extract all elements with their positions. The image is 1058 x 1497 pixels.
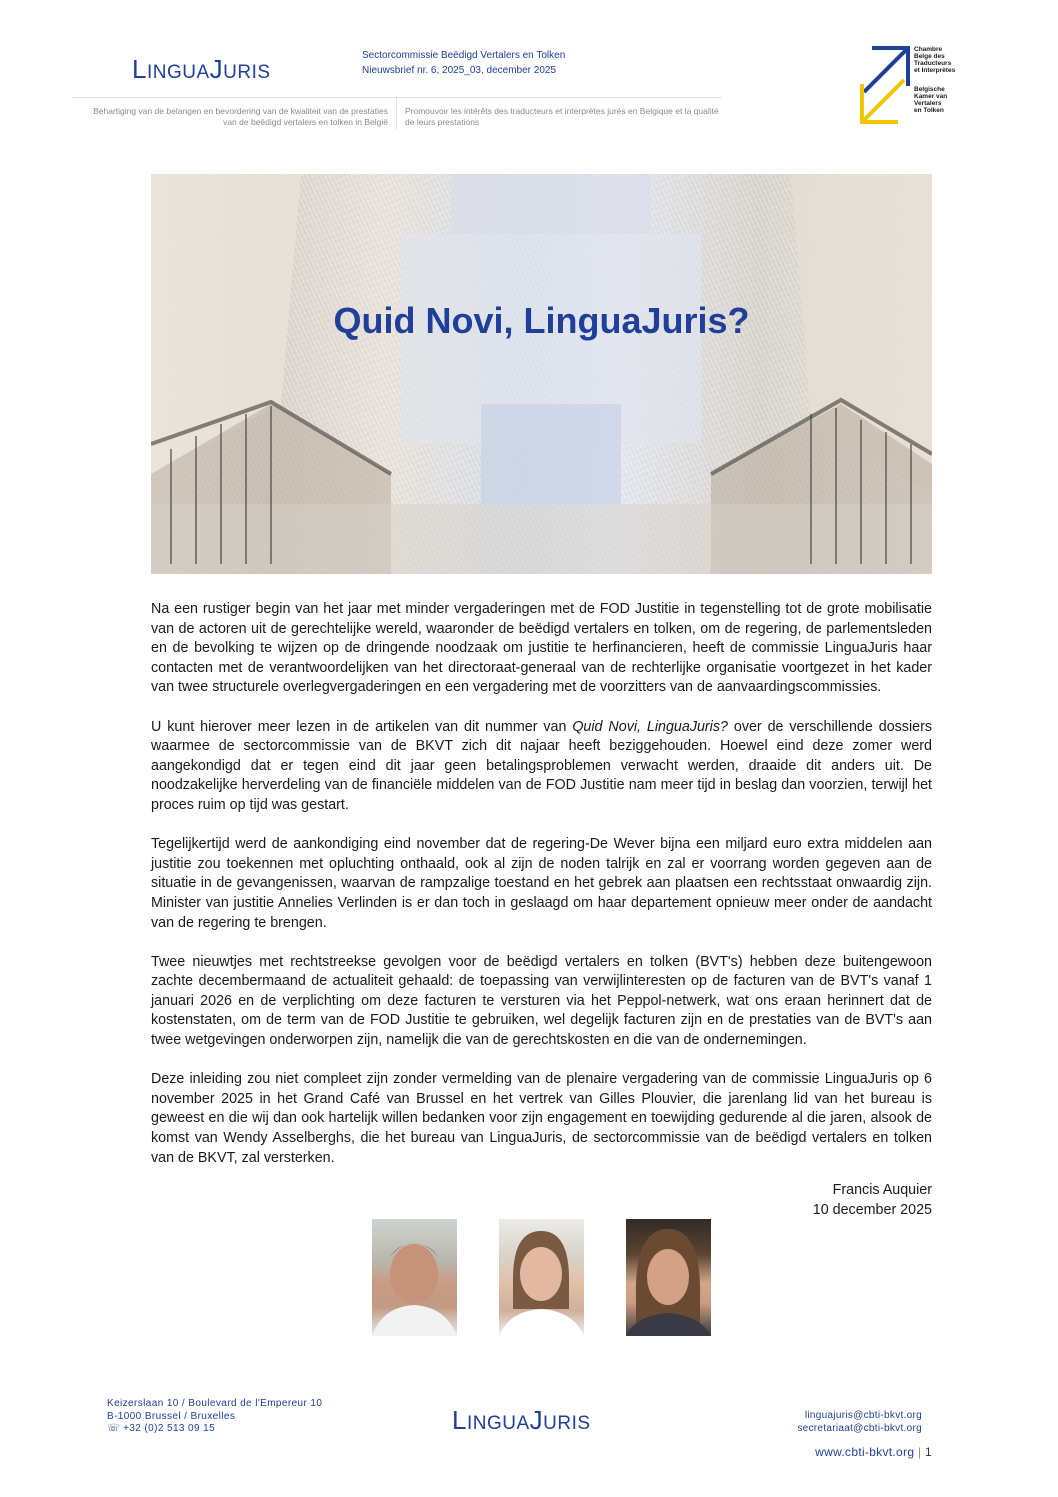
chamber-logo <box>858 46 968 124</box>
footer-logo: LINGUAJURIS <box>452 1405 591 1435</box>
article-paragraph-4: Twee nieuwtjes met rechtstreekse gevolgen voor de beëdigd vertalers en tolken (BVT's) hebben deze buitengewoon zachte decembermaand de actualiteit gehaald: de toepassing van verwijlinteresten op de facturen van de BVT's vanaf 1 januari 2026 en de verplichting om deze facturen te versturen via het Peppol-netwerk, wat ons eraan herinnert dat de kostenstaten, om de term van de FOD Justitie te gebruiken, wel degelijk facturen zijn en de prestaties van de BVT's aan twee wetgevingen onderworpen zijn, namelijk die van de gerechtskosten en die van de ondernemingen. <box>151 953 932 1049</box>
portrait-photo-1 <box>372 1219 457 1336</box>
footer-contact <box>730 1410 922 1435</box>
website-link[interactable]: www.cbti-bkvt.org <box>815 1445 915 1459</box>
chamber-name-nl: Belgische Kamer van Vertalers en Tolken <box>914 86 948 114</box>
portrait-photo-2 <box>499 1219 584 1336</box>
footer-website-line <box>740 1445 932 1459</box>
portrait-man-icon <box>372 1219 457 1336</box>
newsletter-header <box>362 48 565 78</box>
page-number: 1 <box>925 1445 932 1459</box>
article-body <box>151 600 932 1188</box>
article-date: 10 december 2025 <box>812 1202 932 1218</box>
email-linguajuris[interactable]: linguajuris@cbti-bkvt.org <box>804 1410 922 1421</box>
address-line-1: Keizerslaan 10 / Boulevard de l'Empereur 10 <box>107 1398 323 1409</box>
phone-number: ☏ +32 (0)2 513 09 15 <box>107 1423 216 1434</box>
article-paragraph-5: Deze inleiding zou niet compleet zijn zonder vermelding van de plenaire vergadering van de commissie LinguaJuris op 6 november 2025 in het Grand Café van Brussel en het vertrek van Gilles Plouvier, die jarenlang lid van het bureau is geweest en die wij dan ook hartelijk willen bedanken voor zijn engagement en toewijding gedurende al die jaren, alsook de komst van Wendy Asselberghs, die het bureau van LinguaJuris, de sectorcommissie van de beëdigd vertalers en tolken van de BKVT, zal versterken. <box>151 1071 932 1166</box>
footer-separator: | <box>917 1445 922 1459</box>
commission-name: Sectorcommissie Beëdigd Vertalers en Tolken <box>362 50 566 61</box>
portrait-woman-icon <box>499 1219 584 1336</box>
chamber-logo-icon <box>858 46 910 124</box>
portrait-photo-3 <box>626 1219 711 1336</box>
email-secretariat[interactable]: secretariaat@cbti-bkvt.org <box>797 1422 922 1434</box>
hero-image <box>151 174 932 574</box>
address-line-2: B-1000 Brussel / Bruxelles <box>107 1410 236 1422</box>
article-paragraph-3: Tegelijkertijd werd de aankondiging eind november dat de regering-De Wever bijna een miljard euro extra middelen aan justitie zou toekennen met opluchting onthaald, ook al zijn de noden talrijk en zal er voorrang worden gegeven aan de situatie in de gevangenissen, waarvan de rampzalige toestand en het gebrek aan plaatsen een rechtsstaat onwaardig zijn. Minister van justitie Annelies Verlinden is er dan toch in geslaagd om haar departement opnieuw meer onder de aandacht van de regering te brengen. <box>151 836 932 931</box>
header-logo: LINGUAJURIS <box>132 54 271 84</box>
footer-address <box>107 1398 322 1436</box>
chamber-name-fr: Chambre Belge des Traducteurs et Interprètes <box>914 46 956 74</box>
newsletter-issue: Nieuwsbrief nr. 6, 2025_03, december 2025 <box>362 65 557 76</box>
author-name: Francis Auquier <box>832 1182 932 1198</box>
staircase-illustration <box>151 174 932 574</box>
mission-statement-nl: Behartiging van de belangen en bevordering van de kwaliteit van de prestaties van de beëdigd vertalers en tolken in België <box>93 106 388 127</box>
article-paragraph-2: U kunt hierover meer lezen in de artikelen van dit nummer van Quid Novi, LinguaJuris? over de verschillende dossiers waarmee de sectorcommissie van de BKVT zich dit najaar heeft beziggehouden. Hoewel eind deze zomer werd aangekondigd dat er tegen eind dit jaar geen betalingsproblemen verwacht werden, draaide dit anders uit. De noodzakelijke herverdeling van de financiële middelen van de FOD Justitie nam meer tijd in beslag dan voorzien, terwijl het proces ruim op tijd was gestart. <box>151 718 932 813</box>
mission-statement-fr: Promouvoir les intérêts des traducteurs et interprètes jurés en Belgique et la qualité de leurs prestations <box>405 106 719 127</box>
header-divider <box>72 97 722 98</box>
header-vertical-divider <box>396 98 397 130</box>
portrait-woman-icon <box>626 1219 711 1336</box>
article-paragraph-1: Na een rustiger begin van het jaar met minder vergaderingen met de FOD Justitie in tegenstelling tot de grote mobilisatie van de actoren uit de gerechtelijke wereld, waaronder de beëdigd vertalers en tolken, om de regering, de parlementsleden en de bevolking te wijzen op de dringende noodzaak om justitie te herfinancieren, heeft de commissie LinguaJuris haar contacten met de verantwoordelijken van het directoraat-generaal van de rechterlijke organisatie voortgezet in het kader van twee structurele overlegvergaderingen en een vergadering met de voorzitters van de aanvaardingscommissies. <box>151 601 932 696</box>
newsletter-title-italic: Quid Novi, LinguaJuris? <box>572 718 728 735</box>
signature <box>700 1180 932 1220</box>
hero-title: Quid Novi, LinguaJuris? <box>333 300 750 341</box>
